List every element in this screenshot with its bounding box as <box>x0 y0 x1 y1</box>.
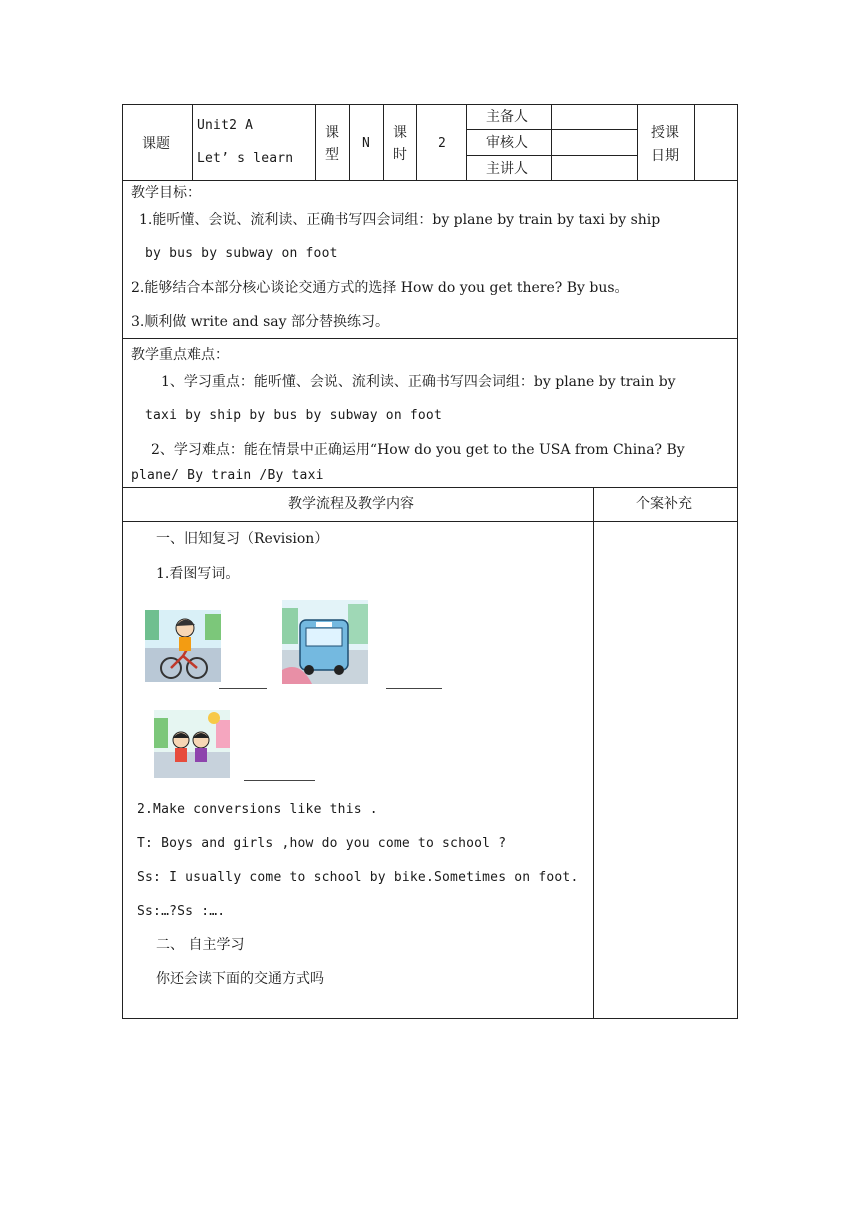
answer-blank-1[interactable] <box>219 688 267 689</box>
objective-3: 3.顺利做 write and say 部分替换练习。 <box>131 314 389 330</box>
topic-unit: Unit2 A <box>197 118 254 133</box>
type-label-top: 课 <box>325 125 339 141</box>
key-points-title: 教学重点难点： <box>131 347 229 363</box>
task-look-and-write: 1.看图写词。 <box>156 566 240 582</box>
topic-label: 课题 <box>142 136 170 152</box>
bike-svg <box>145 610 221 682</box>
dialog-teacher: T: Boys and girls ,how do you come to school ? <box>137 836 507 851</box>
objectives-title: 教学目标： <box>131 185 201 201</box>
key-point-2-line2: plane/ By train /By taxi <box>131 468 324 483</box>
objective-1-line1: 1.能听懂、会说、流利读、正确书写四会词组：by plane by train by taxi by ship <box>139 212 661 228</box>
bus-illustration <box>282 600 368 684</box>
date-label-top: 授课 <box>651 125 679 141</box>
walking-children-illustration <box>154 710 230 778</box>
period-label-top: 课 <box>393 125 407 141</box>
date-label-bottom: 日期 <box>651 148 679 164</box>
period-value: 2 <box>438 136 447 151</box>
objective-1-line2: by bus by subway on foot <box>145 246 338 261</box>
flow-header: 教学流程及教学内容 <box>288 496 414 512</box>
period-label-bottom: 时 <box>393 147 407 163</box>
prep-label: 主备人 <box>486 109 528 125</box>
topic-lesson: Let’ s learn <box>197 151 294 166</box>
answer-blank-3[interactable] <box>244 780 315 781</box>
bus-svg <box>282 600 368 684</box>
objective-2: 2.能够结合本部分核心谈论交通方式的选择 How do you get there? By bus。 <box>131 280 629 296</box>
bike-illustration <box>145 610 221 682</box>
type-value: N <box>362 136 371 151</box>
supplement-header: 个案补充 <box>636 496 692 512</box>
answer-blank-2[interactable] <box>386 688 442 689</box>
section-revision: 一、旧知复习（Revision） <box>156 531 329 547</box>
self-study-question: 你还会读下面的交通方式吗 <box>156 971 324 987</box>
lecture-label: 主讲人 <box>486 161 528 177</box>
type-label-bottom: 型 <box>325 147 339 163</box>
walking-svg <box>154 710 230 778</box>
dialog-students-1: Ss: I usually come to school by bike.Sometimes on foot. <box>137 870 579 885</box>
task-make-conversions: 2.Make conversions like this . <box>137 802 378 817</box>
key-point-2-line1: 2、学习难点：能在情景中正确运用“How do you get to the USA from China? By <box>151 442 685 458</box>
key-point-1-line2: taxi by ship by bus by subway on foot <box>145 408 442 423</box>
review-label: 审核人 <box>486 135 528 151</box>
section-self-study: 二、 自主学习 <box>156 937 245 953</box>
dialog-students-2: Ss:…?Ss :…. <box>137 904 226 919</box>
key-point-1-line1: 1、学习重点：能听懂、会说、流利读、正确书写四会词组：by plane by train by <box>161 374 676 390</box>
